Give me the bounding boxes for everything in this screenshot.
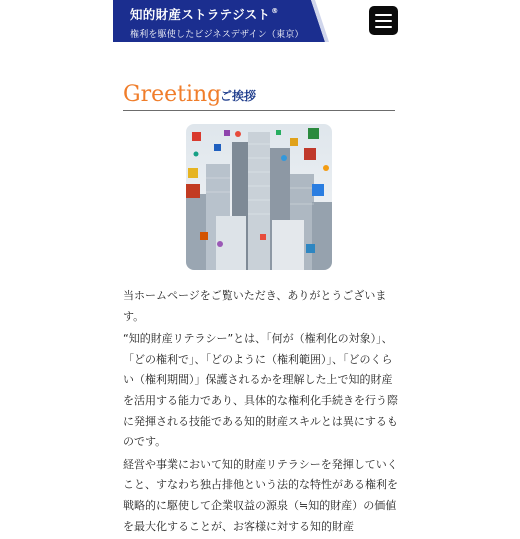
heading-japanese: ご挨拶 <box>220 89 257 103</box>
site-title[interactable]: 知的財産ストラテジスト® <box>130 7 279 22</box>
heading-english: Greeting <box>123 82 222 107</box>
paragraph-1: 当ホームページをご覧いただき、ありがとうございます。 <box>123 289 387 323</box>
brand-logo[interactable] <box>130 5 304 40</box>
site-header <box>113 0 405 42</box>
paragraph-2: “知的財産リテラシー”とは、「何が（権利化の対象）」、「どの権利で」、「どのように（権利範囲）」、「どのくらい（権利期間）」保護されるかを理解した上で知的財産を活用する能力であり、具体的な権利化手続きを行う際に発揮される技能である知的財産スキルとは異にするものです。 <box>123 332 398 449</box>
page <box>113 0 405 533</box>
paragraph-3: 経営や事業において知的財産リテラシーを発揮していくこと、すなわち独占排他という法的な特性がある権利を戦略的に駆使して企業収益の源泉（≒知的財産）の価値を最大化することが、お客様に対する知的財産 <box>123 457 398 533</box>
greeting-heading <box>123 82 395 111</box>
hamburger-menu-icon[interactable] <box>369 6 398 35</box>
hero-image <box>186 124 332 270</box>
greeting-body <box>123 286 399 539</box>
site-subtitle: 権利を駆使したビジネスデザイン（東京） <box>130 30 304 40</box>
registered-mark: ® <box>271 7 279 15</box>
